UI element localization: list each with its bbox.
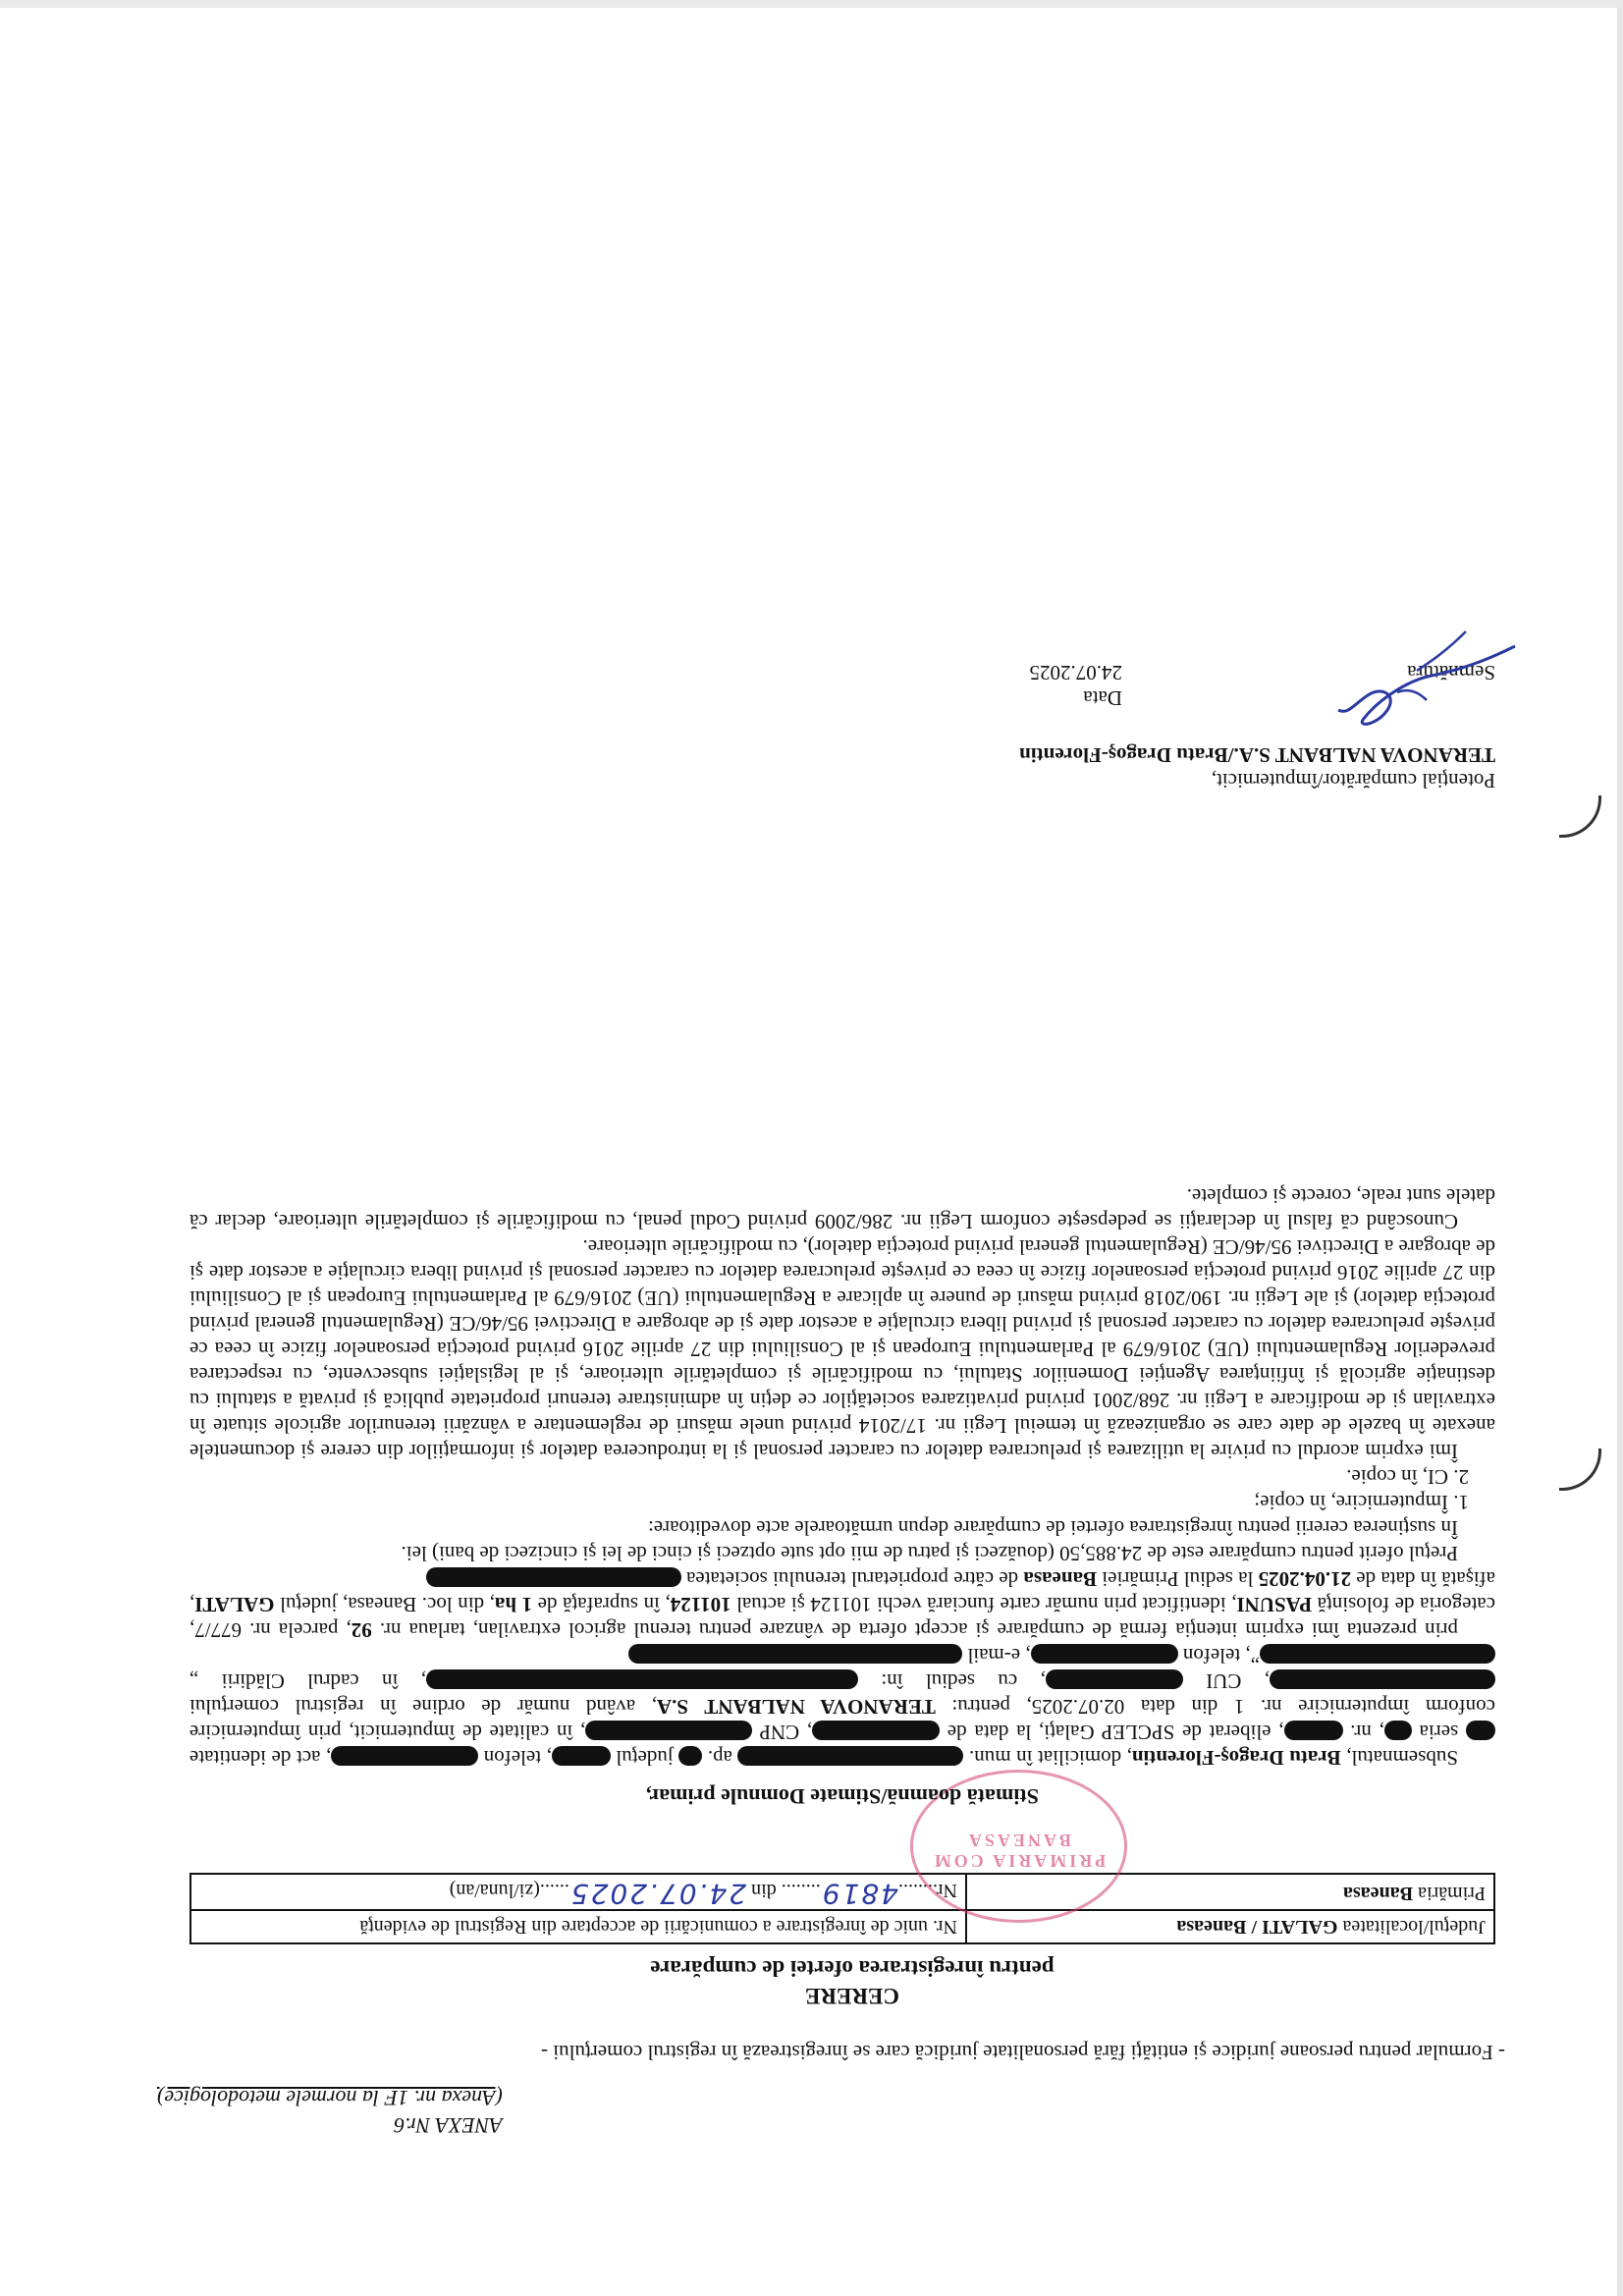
redacted-address (737, 1746, 963, 1766)
text: , identificat prin număr carte funciară vechi 101124 şi actual (736, 1593, 1237, 1616)
scan-edge (1617, 0, 1623, 2296)
city-hall-label: Primăria (1418, 1883, 1486, 1904)
land-county: GALATI (194, 1593, 275, 1616)
salutation: Stimată doamnă/Stimate Domnule primar, (645, 1784, 1040, 1809)
text: judeţul (616, 1746, 674, 1770)
redacted-headquarters (426, 1669, 858, 1689)
document-title (199, 1954, 1505, 2009)
text: , e-mail (967, 1644, 1031, 1667)
annex-header (157, 2084, 503, 2139)
date-value: 24.07.2025 (1029, 661, 1122, 684)
redacted-cui (1046, 1669, 1183, 1689)
handwritten-registration-number: 4819 (820, 1878, 898, 1910)
text: prin prezenta îmi exprim intenţia fermă de cumpărare şi accept oferta de vânzare pentru terenul agricol extravilan, tarlaua nr. (379, 1618, 1458, 1642)
scan-corner-mark (1559, 1449, 1601, 1491)
title-line-2: pentru înregistrarea ofertei de cumpărare (650, 1956, 1055, 1981)
title-line-1: CERERE (805, 1984, 899, 2008)
list-item: 1. Împuternicire, în copie; (189, 1490, 1448, 1515)
date-label: Data (1083, 686, 1122, 710)
city-hall-value: Baneasa (1343, 1883, 1414, 1904)
land-area: 1 ha (494, 1593, 533, 1616)
redacted-phone (331, 1746, 478, 1766)
offer-paragraph (189, 1566, 1495, 1643)
text: , nr. (1350, 1721, 1384, 1744)
registration-label-cell: Nr. unic de înregistrare a comunicării de acceptare din Registrul de evidenţă (190, 1910, 966, 1943)
nr-prefix: Nr. (933, 1880, 957, 1901)
text: , având număr de ordine în registrul comerţului (189, 1695, 657, 1719)
request-body (189, 1183, 1495, 1771)
signer-name: TERANOVA NALBANT S.A./Bratu Dragoş-Florentin (1019, 743, 1495, 767)
redacted-id-type (1466, 1721, 1495, 1740)
tarla-number: 92 (351, 1618, 372, 1642)
applicant-name: Bratu Dragoş-Florentin (1131, 1746, 1341, 1770)
redacted-building (1260, 1644, 1495, 1664)
redacted-id-date (812, 1721, 940, 1740)
attachments-list (189, 1464, 1495, 1515)
redacted-owner (426, 1567, 681, 1587)
text: , telefon (483, 1746, 552, 1770)
attachments-intro: În susţinerea cererii pentru înregistrarea ofertei de cumpărare depun următoarele acte doveditoare: (648, 1516, 1458, 1540)
table-row (190, 1874, 1494, 1910)
annex-subtitle: (Anexa nr. 1F la normele metodologice) (157, 2086, 503, 2110)
text: de către proprietarul terenului societatea (686, 1567, 1019, 1591)
text: , în calitate de împuternicit, prin împuternicire conform împuternicire nr. 1 din data 02.07.2025, pentru: (189, 1695, 1495, 1744)
handwritten-signature (1328, 622, 1525, 739)
price-paragraph: Preţul oferit pentru cumpărare este de 24.885,50 (douăzeci şi patru de mii opt sute optzeci şi cinci de lei şi cincizeci de bani) lei. (401, 1542, 1458, 1565)
county-label: Judeţul/localitatea (1342, 1916, 1486, 1938)
text: Subsemnatul, (1346, 1746, 1458, 1770)
redacted-county (552, 1746, 611, 1766)
posting-city-hall: Baneasa (1023, 1567, 1098, 1591)
list-item: 2. CI, în copie. (189, 1464, 1448, 1490)
gdpr-consent-paragraph: Îmi exprim acordul cu privire la utilizarea şi prelucrarea datelor cu caracter personal şi la introducerea datelor şi informaţiilor din cerere şi documentele anexate în bazele de date care se organizează în temeiul Legii nr. 17/2014 privind unele măsuri de reglementare a vânzării terenurilor agricole situate în extravilan şi de modificare a Legii nr. 268/2001 privind privatizarea societăţilor ce deţin în administrare terenuri proprietate publică şi privată a statului cu destinaţie agricolă şi înfiinţarea Agenţiei Domeniilor Statului, cu modificările şi completările ulterioare, şi al legislaţiei subsecvente, cu respectarea prevederilor Regulamentului (UE) 2016/679 al Parlamentului European şi al Consiliului din 27 aprilie 2016 privind protecţia persoanelor fizice în ceea ce priveşte prelucrarea datelor cu caracter personal şi privind libera circulaţie a acestor date şi de abrogare a Directivei 95/46/CE (Regulamentul general privind protecţia datelor) şi ale Legii nr. 190/2018 privind măsuri de punere în aplicare a Regulamentului (UE) 2016/679 al Parlamentului European şi al Consiliului din 27 aprilie 2016 privind protecţia persoanelor fizice în ceea ce priveşte prelucrarea datelor cu caracter personal şi privind libera circulaţie a acestor date şi de abrogare a Directivei 95/46/CE (Regulamentul general privind protecţia datelor), cu modificările ulterioare. (189, 1235, 1495, 1463)
text: ap. (707, 1746, 732, 1770)
text: seria (1419, 1721, 1459, 1744)
text: , în suprafaţă de (537, 1593, 671, 1616)
text: , CUI (1206, 1669, 1270, 1693)
scan-edge (0, 0, 1623, 8)
date-format-hint: ......(zi/luna/an) (449, 1880, 569, 1901)
text: , din loc. Baneasa, judeţul (280, 1593, 495, 1616)
redacted-company-phone (1031, 1644, 1178, 1664)
redacted-id-series (1384, 1721, 1412, 1740)
redacted-email (628, 1644, 962, 1664)
redacted-apartment (678, 1746, 702, 1766)
annex-title: ANEXA Nr.6 (394, 2113, 503, 2138)
redacted-id-number (1284, 1721, 1343, 1740)
posting-date: 21.04.2025 (1258, 1567, 1352, 1591)
stamp-text: PRIMARIA COM BANEASA (931, 1831, 1107, 1871)
form-type-note: - Formular pentru persoane juridice şi entităţi fără personalitate juridică care se înregistrează în registrul comerţului - (541, 2041, 1505, 2064)
redacted-trade-register-number (1270, 1669, 1495, 1689)
land-use-category: PASUNI (1236, 1593, 1313, 1616)
land-register-number: 101124 (670, 1593, 731, 1616)
nr-separator: ........ din (751, 1880, 821, 1901)
signer-block (1019, 742, 1495, 793)
county-value: GALATI / Baneasa (1176, 1916, 1338, 1938)
table-row (190, 1910, 1494, 1943)
text: , eliberat de SPCLEP Galaţi, la data de (947, 1721, 1284, 1744)
applicant-paragraph (189, 1643, 1495, 1771)
text: la sediul Primăriei (1102, 1567, 1254, 1591)
signature-label: Semnătura (1407, 661, 1495, 684)
company-name: TERANOVA NALBANT S.A (656, 1695, 936, 1719)
handwritten-registration-date: 24.07.2025 (568, 1878, 747, 1910)
nr-dots: ....... (898, 1880, 933, 1901)
text: , categoria de folosinţă (189, 1593, 1495, 1642)
redacted-cnp (585, 1721, 752, 1740)
text: , CNP (760, 1721, 813, 1744)
parcel-number: 677/7 (194, 1618, 243, 1642)
registration-number-cell (190, 1874, 966, 1910)
text: ”, telefon (1182, 1644, 1260, 1667)
text: , afişată în data de (189, 1567, 1495, 1616)
text: , domiciliat în mun. (968, 1746, 1132, 1770)
text: , parcela nr. (249, 1618, 352, 1642)
text: , act de identitate (189, 1746, 332, 1770)
text: , cu sediul în: (881, 1669, 1046, 1693)
registry-table (189, 1873, 1495, 1944)
text: , în cadrul Clădirii „ (189, 1669, 426, 1693)
truthfulness-declaration: Cunoscând că falsul în declaraţii se pedepseşte conform Legii nr. 286/2009 privind Codul penal, cu modificările şi completările ulterioare, declar că datele sunt reale, corecte şi complete. (189, 1184, 1495, 1233)
signer-role: Potenţial cumpărător/împuternicit, (1211, 769, 1495, 793)
scan-corner-mark (1559, 795, 1601, 838)
